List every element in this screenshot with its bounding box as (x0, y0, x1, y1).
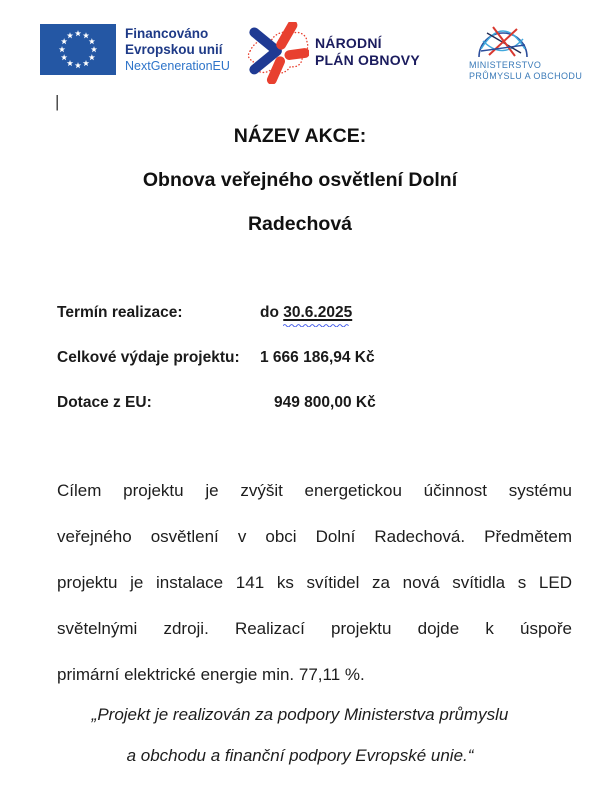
title-line-3: Radechová (247, 213, 353, 235)
detail-label: Dotace z EU: (57, 394, 152, 411)
logo-header (0, 0, 600, 95)
eu-logo-line1: Financováno (125, 26, 209, 41)
detail-row-total-cost (57, 348, 450, 368)
title-line-1: NÁZEV AKCE: (233, 125, 367, 147)
ministry-of-industry-logo (469, 21, 582, 81)
paragraph-line: světelnými zdroji. Realizací projektu dojde k úspoře (57, 619, 572, 638)
ministry-logo-line2: PRŮMYSLU A OBCHODU (469, 70, 583, 81)
detail-value: 1 666 186,94 Kč (260, 349, 375, 366)
support-quote (20, 694, 580, 776)
text-cursor: | (55, 92, 60, 111)
paragraph-line: Cílem projektu je zvýšit energetickou účinnost systému (57, 481, 572, 500)
detail-value: 949 800,00 Kč (274, 394, 376, 411)
eu-flag-icon (40, 24, 116, 75)
paragraph-line: projektu je instalace 141 ks svítidel za nová svítidla s LED (57, 573, 572, 592)
npo-logo-line1: NÁRODNÍ (315, 35, 382, 51)
paragraph-line: primární elektrické energie min. 77,11 %. (57, 665, 365, 684)
ministry-logo-line1: MINISTERSTVO (469, 60, 542, 70)
detail-row-deadline (57, 303, 450, 323)
eu-logo-subtitle: NextGenerationEU (125, 59, 230, 73)
detail-label: Termín realizace: (57, 304, 183, 321)
npo-logo-line2: PLÁN OBNOVY (315, 52, 420, 68)
ministry-logo-text (469, 60, 582, 81)
detail-value-date: 30.6.2025 (283, 304, 352, 321)
project-details (57, 303, 450, 438)
detail-row-eu-grant (57, 393, 450, 413)
npo-icon (245, 22, 309, 84)
quote-line-2: a obchodu a finanční podpory Evropské unie.“ (126, 746, 474, 765)
eu-funding-logo (40, 24, 230, 75)
grammar-squiggle-underline (283, 323, 352, 327)
national-recovery-plan-logo (245, 22, 420, 84)
quote-line-1: „Projekt je realizován za podpory Ministerstva průmyslu (91, 705, 509, 724)
detail-label: Celkové výdaje projektu: (57, 349, 240, 366)
eu-logo-text (125, 24, 230, 75)
detail-value-prefix: do (260, 304, 284, 321)
detail-value (260, 303, 436, 323)
page-title (0, 114, 600, 246)
project-description (57, 468, 572, 698)
npo-logo-text (315, 35, 420, 84)
title-line-2: Obnova veřejného osvětlení Dolní (142, 169, 458, 191)
ministry-globe-icon (477, 21, 529, 59)
eu-logo-line2: Evropskou unií (125, 42, 223, 57)
paragraph-line: veřejného osvětlení v obci Dolní Radechová. Předmětem (57, 527, 572, 546)
